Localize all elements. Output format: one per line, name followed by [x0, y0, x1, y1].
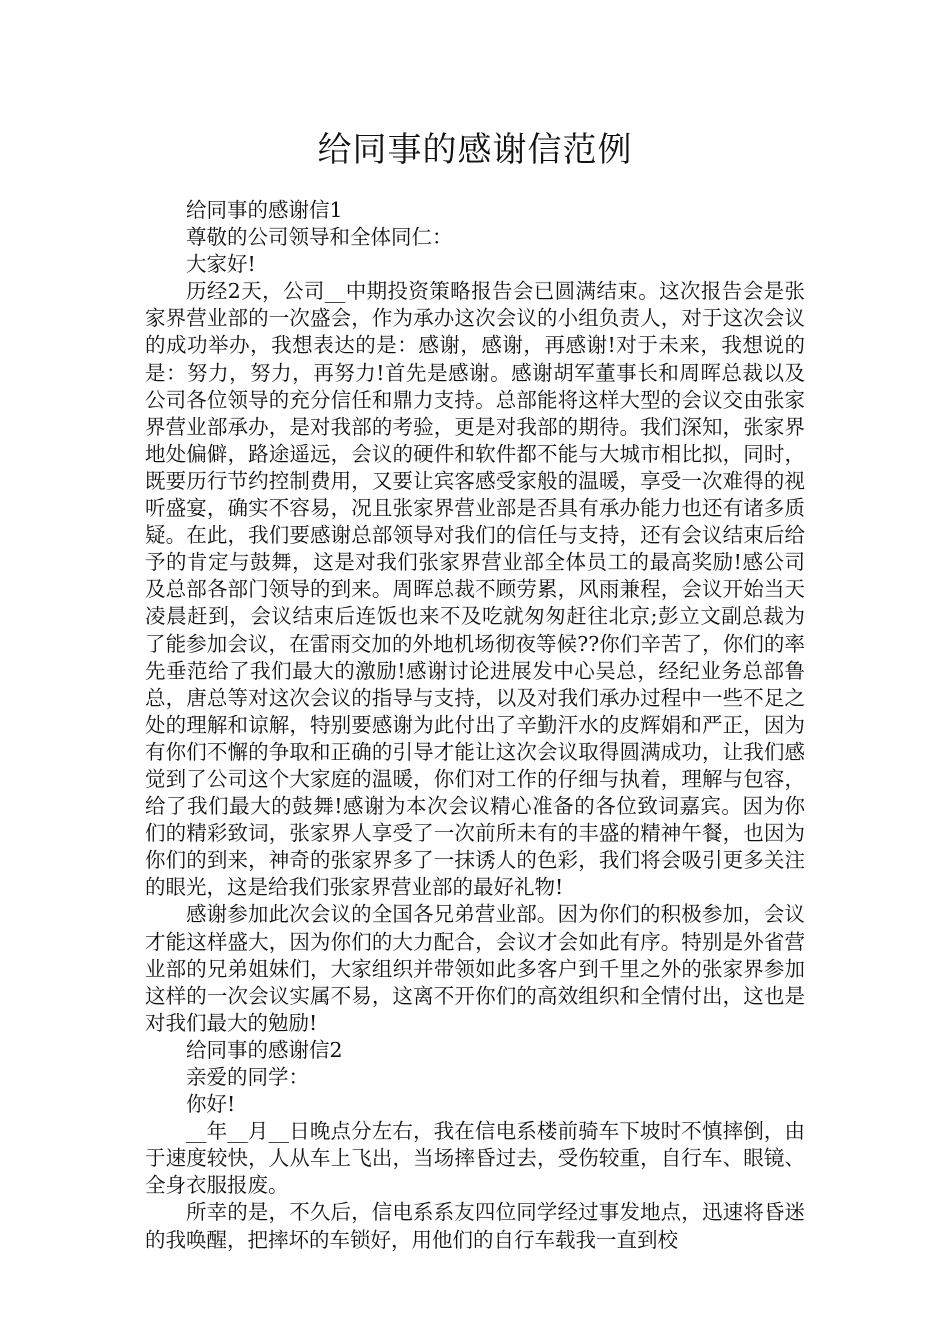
body-paragraph: 所幸的是，不久后，信电系系友四位同学经过事发地点，迅速将昏迷的我唤醒，把摔坏的车锁好，用他们的自行车载我一直到校: [145, 1200, 805, 1252]
document-body: [145, 197, 805, 1254]
greeting: 大家好!: [186, 252, 256, 277]
greeting: 你好!: [186, 1092, 236, 1117]
body-paragraph: 感谢参加此次会议的全国各兄弟营业部。因为你们的积极参加，会议才能这样盛大，因为你们的大力配合，会议才会如此有序。特别是外省营业部的兄弟姐妹们，大家组织并带领如此多客户到千里之外的张家界参加这样的一次会议实属不易，这离不开你们的高效组织和全情付出，这也是对我们最大的勉励!: [145, 902, 805, 1035]
letter-heading: 给同事的感谢信2: [186, 1037, 343, 1062]
body-paragraph: 历经2天，公司__中期投资策略报告会已圆满结束。这次报告会是张家界营业部的一次盛会，作为承办这次会议的小组负责人，对于这次会议的成功举办，我想表达的是：感谢，感谢，再感谢!对于未来，我想说的是：努力，努力，再努力!首先是感谢。感谢胡军董事长和周晖总裁以及公司各位领导的充分信任和鼎力支持。总部能将这样大型的会议交由张家界营业部承办，是对我部的考验，更是对我部的期待。我们深知，张家界地处偏僻，路途遥远，会议的硬件和软件都不能与大城市相比拟，同时，既要历行节约控制费用，又要让宾客感受家般的温暖，享受一次难得的视听盛宴，确实不容易，况且张家界营业部是否具有承办能力也还有诸多质疑。在此，我们要感谢总部领导对我们的信任与支持，还有会议结束后给予的肯定与鼓舞，这是对我们张家界营业部全体员工的最高奖励!感公司及总部各部门领导的到来。周晖总裁不顾劳累，风雨兼程，会议开始当天凌晨赶到，会议结束后连饭也来不及吃就匆匆赶往北京;彭立文副总裁为了能参加会议，在雷雨交加的外地机场彻夜等候??你们辛苦了，你们的率先垂范给了我们最大的激励!感谢讨论进展发中心吴总，经纪业务总部鲁总，唐总等对这次会议的指导与支持，以及对我们承办过程中一些不足之处的理解和谅解，特别要感谢为此付出了辛勤汗水的皮辉娟和严正，因为有你们不懈的争取和正确的引导才能让这次会议取得圆满成功，让我们感觉到了公司这个大家庭的温暖，你们对工作的仔细与执着，理解与包容，给了我们最大的鼓舞!感谢为本次会议精心准备的各位致词嘉宾。因为你们的精彩致词，张家界人享受了一次前所未有的丰盛的精神午餐，也因为你们的到来，神奇的张家界多了一抹诱人的色彩，我们将会吸引更多关注的眼光，这是给我们张家界营业部的最好礼物!: [145, 279, 805, 900]
salutation: 亲爱的同学：: [186, 1065, 309, 1089]
document-title: 给同事的感谢信范例: [317, 130, 633, 170]
letter-heading: 给同事的感谢信1: [186, 198, 343, 222]
salutation: 尊敬的公司领导和全体同仁：: [186, 225, 453, 250]
body-paragraph: __年__月__日晚点分左右，我在信电系楼前骑车下坡时不慎摔倒，由于速度较快，人从车上飞出，当场摔昏过去，受伤较重，自行车、眼镜、全身衣服报废。: [145, 1119, 805, 1198]
